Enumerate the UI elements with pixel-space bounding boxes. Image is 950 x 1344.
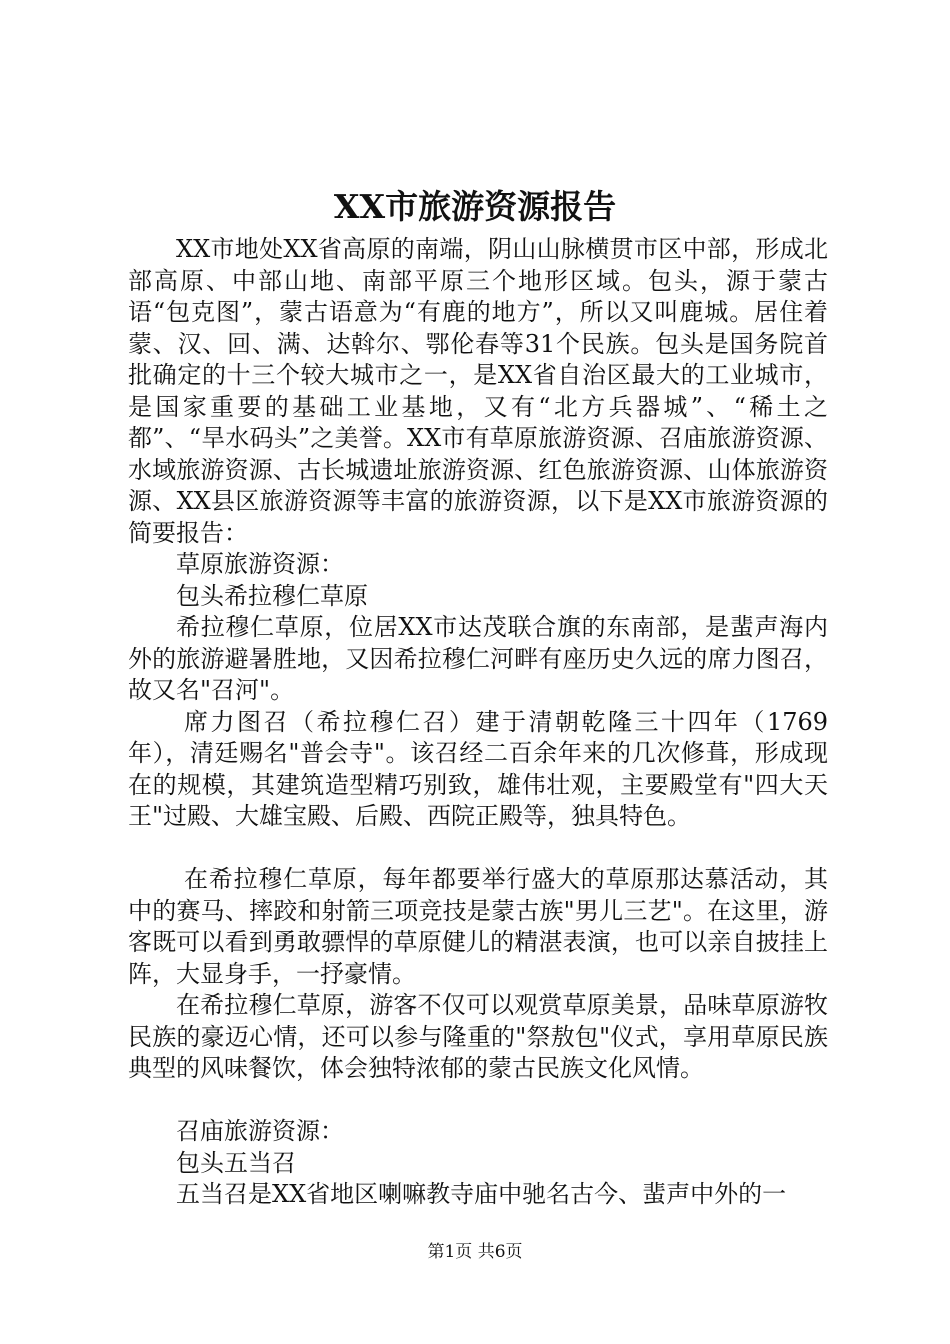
blank-line xyxy=(128,833,828,865)
subheading-wudangzhao: 包头五当召 xyxy=(176,1148,296,1177)
page-footer: 第1页 共6页 xyxy=(427,1242,523,1262)
section-heading-grassland: 草原旅游资源： xyxy=(176,550,344,578)
paragraph-xilitu-temple: 席力图召（希拉穆仁召）建于清朝乾隆三十四年（1769年），清廷赐名"普会寺"。该召经二百余年来的几次修葺，形成现在的规模，其建筑造型精巧别致，雄伟壮观，主要殿堂有"四大天王"过殿、大雄宝殿、后殿、西院正殿等，独具特色。 xyxy=(128,707,828,830)
paragraph-wudangzhao: 五当召是XX省地区喇嘛教寺庙中驰名古今、蜚声中外的一 xyxy=(176,1180,787,1208)
paragraph-aobao: 在希拉穆仁草原，游客不仅可以观赏草原美景，品味草原游牧民族的豪迈心情，还可以参与隆重的"祭敖包"仪式，享用草原民族典型的风味餐饮，体会独特浓郁的蒙古民族文化风情。 xyxy=(128,991,828,1082)
intro-paragraph: XX市地处XX省高原的南端，阴山山脉横贯市区中部，形成北部高原、中部山地、南部平原三个地形区域。包头，源于蒙古语“包克图”，蒙古语意为“有鹿的地方”，所以又叫鹿城。居住着蒙、汉、回、满、达斡尔、鄂伦春等31个民族。包头是国务院首批确定的十三个较大城市之一，是XX省自治区最大的工业城市，是国家重要的基础工业基地，又有“北方兵器城”、“稀土之都”、“旱水码头”之美誉。XX市有草原旅游资源、召庙旅游资源、水域旅游资源、古长城遗址旅游资源、红色旅游资源、山体旅游资源、XX县区旅游资源等丰富的旅游资源，以下是XX市旅游资源的简要报告： xyxy=(128,235,828,547)
paragraph-xilamuren-intro: 希拉穆仁草原，位居XX市达茂联合旗的东南部，是蜚声海内外的旅游避暑胜地，又因希拉穆仁河畔有座历史久远的席力图召，故又名"召河"。 xyxy=(128,613,828,704)
blank-line xyxy=(128,1085,828,1117)
document-title: XX市旅游资源报告 xyxy=(333,187,617,226)
subheading-xilamuren: 包头希拉穆仁草原 xyxy=(176,581,368,610)
document-body xyxy=(128,234,828,1211)
paragraph-naadam: 在希拉穆仁草原，每年都要举行盛大的草原那达慕活动，其中的赛马、摔跤和射箭三项竞技是蒙古族"男儿三艺"。在这里，游客既可以看到勇敢骠悍的草原健儿的精湛表演，也可以亲自披挂上阵，大显身手，一抒豪情。 xyxy=(128,865,828,988)
section-heading-temple: 召庙旅游资源： xyxy=(176,1117,344,1145)
